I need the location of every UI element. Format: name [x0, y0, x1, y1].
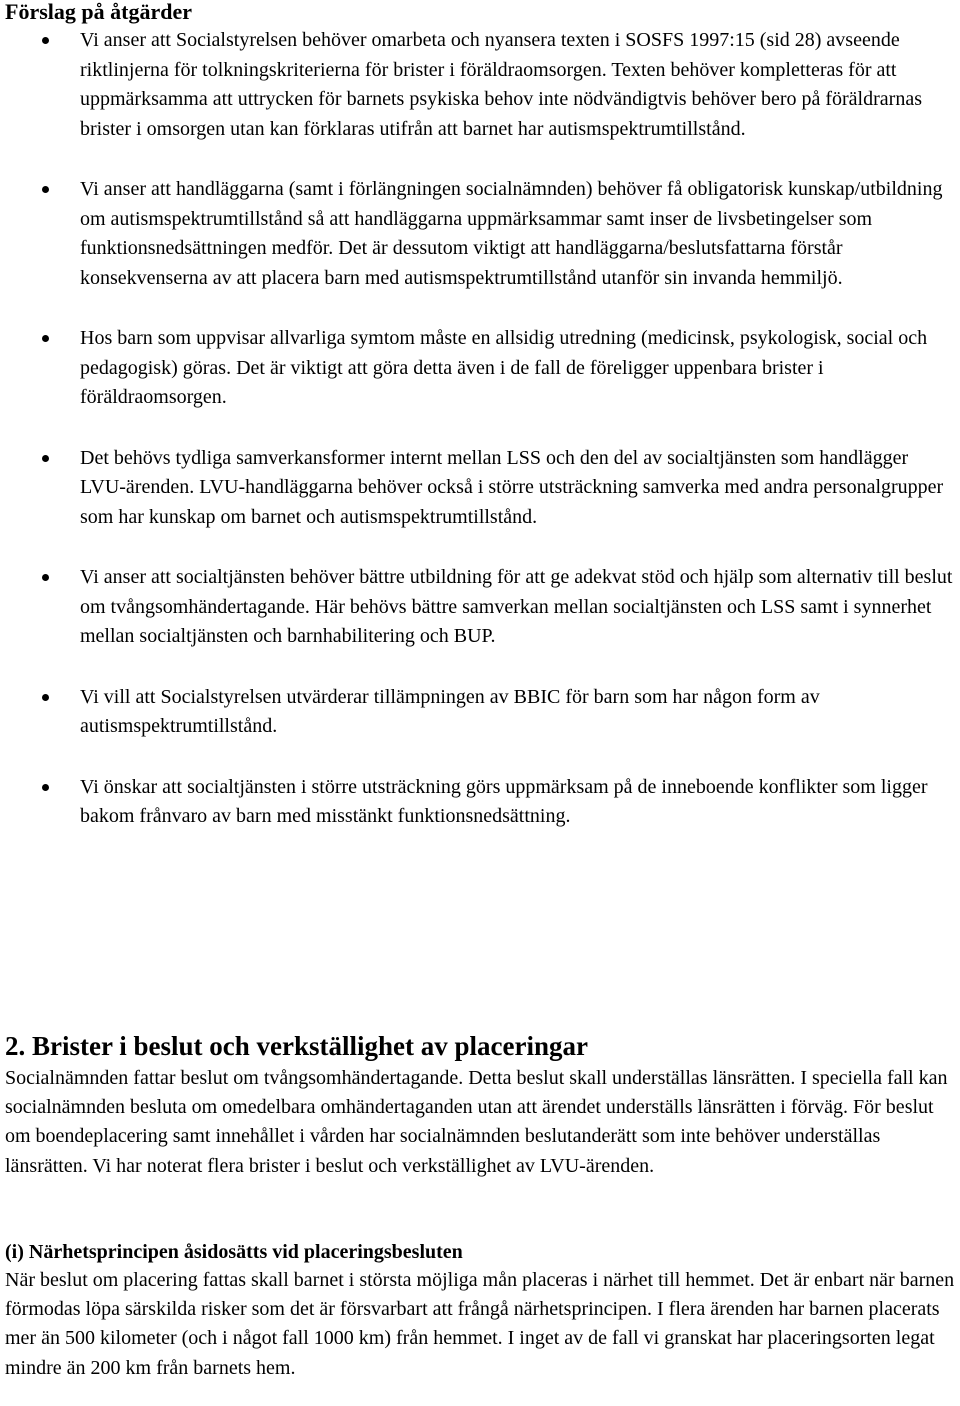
list-item — [0, 26, 960, 144]
list-item — [0, 773, 960, 832]
list-item — [0, 683, 960, 742]
bullet-icon — [42, 694, 49, 701]
list-item-text: Vi anser att handläggarna (samt i förlängningen socialnämnden) behöver få obligatorisk kunskap/utbildning om autismspektrumtillstånd så att handläggarna uppmärksammar samt inser de livsbetingelser som funktionsnedsättningen medför. Det är dessutom viktigt att handläggarna/beslutsfattarna förstår konsekvenserna av att placera barn med autismspektrumtillstånd utanför sin invanda hemmiljö. — [80, 178, 943, 289]
bullet-icon — [42, 574, 49, 581]
sub-paragraph: När beslut om placering fattas skall barnet i största möjliga mån placeras i närhet till hemmet. Det är enbart när barnen förmodas löpa särskilda risker som det är försvarbart att frångå närhetsprincipen. I flera ärenden har barnen placerats mer än 500 kilometer (och i något fall 1000 km) från hemmet. I inget av de fall vi granskat har placeringsorten legat mindre än 200 km från barnets hem. — [5, 1269, 955, 1379]
bullet-icon — [42, 455, 49, 462]
list-item-text: Vi önskar att socialtjänsten i större utsträckning görs uppmärksam på de inneboende konflikter som ligger bakom frånvaro av barn med misstänkt funktionsnedsättning. — [80, 775, 928, 827]
proposals-list — [0, 26, 960, 863]
list-item-text: Vi anser att Socialstyrelsen behöver omarbeta och nyansera texten i SOSFS 1997:15 (sid 28) avseende riktlinjerna för tolkningskriterierna för brister i föräldraomsorgen. Texten behöver kompletteras för att uppmärksamma att uttrycken för barnets psykiska behov inte nödvändigtvis behöver bero på föräldrarnas brister i omsorgen utan kan förklaras utifrån att barnet har autismspektrumtillstånd. — [80, 29, 922, 140]
proposals-heading: Förslag på åtgärder — [5, 0, 192, 24]
section-paragraph: Socialnämnden fattar beslut om tvångsomhändertagande. Detta beslut skall underställas länsrätten. I speciella fall kan socialnämnden besluta om omedelbara omhändertaganden utan att ärendet underställs länsrätten i förväg. För beslut om boendeplacering samt innehållet i vården har socialnämnden beslutanderätt som inte behöver underställas länsrätten. Vi har noterat flera brister i beslut och verkställighet av LVU-ärenden. — [5, 1067, 948, 1177]
bullet-icon — [42, 335, 49, 342]
list-item — [0, 175, 960, 293]
section-heading: 2. Brister i beslut och verkställighet av placeringar — [5, 1031, 588, 1061]
list-item-text: Hos barn som uppvisar allvarliga symtom måste en allsidig utredning (medicinsk, psykologisk, social och pedagogisk) göras. Det är viktigt att göra detta även i de fall de föreligger uppenbara brister i föräldraomsorgen. — [80, 327, 928, 408]
list-item — [0, 563, 960, 652]
list-item — [0, 324, 960, 413]
bullet-icon — [42, 186, 49, 193]
bullet-icon — [42, 784, 49, 791]
list-item-text: Det behövs tydliga samverkansformer internt mellan LSS och den del av socialtjänsten som handlägger LVU-ärenden. LVU-handläggarna behöver också i större utsträckning samverka med andra personalgrupper som har kunskap om barnet och autismspektrumtillstånd. — [80, 446, 944, 528]
list-item-text: Vi anser att socialtjänsten behöver bättre utbildning för att ge adekvat stöd och hjälp som alternativ till beslut om tvångsomhändertagande. Här behövs bättre samverkan mellan socialtjänsten och LSS samt i synnerhet mellan socialtjänsten och barnhabilitering och BUP. — [80, 566, 953, 647]
list-item — [0, 444, 960, 533]
list-item-text: Vi vill att Socialstyrelsen utvärderar tillämpningen av BBIC för barn som har någon form av autismspektrumtillstånd. — [80, 685, 820, 737]
bullet-icon — [42, 37, 49, 44]
sub-heading: (i) Närhetsprincipen åsidosätts vid placeringsbesluten — [5, 1241, 463, 1263]
